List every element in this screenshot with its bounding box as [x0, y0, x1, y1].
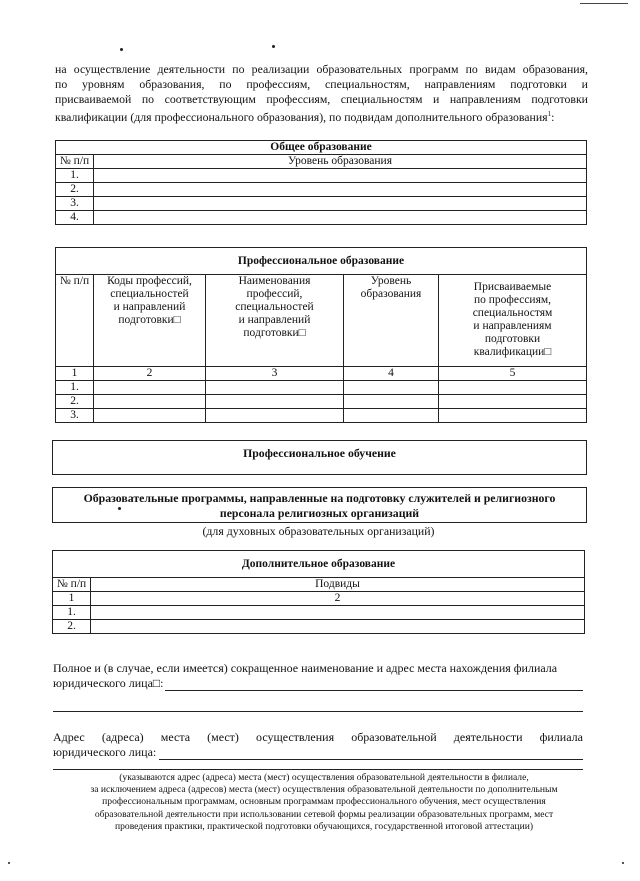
label-word: Адрес	[53, 730, 85, 744]
header-line: специальностей	[110, 288, 189, 300]
address-footnote	[54, 772, 594, 833]
intro-line: квалификации (для профессионального образования), по подвидам дополнительного образования	[55, 109, 548, 124]
names-cell[interactable]	[206, 409, 344, 423]
header-line: и направлений	[113, 301, 186, 313]
branch-name-label-cont: юридического лица□:	[53, 676, 164, 690]
col-subtypes-header: Подвиды	[91, 578, 585, 592]
row-number: 1.	[56, 381, 94, 395]
header-line: профессий,	[246, 288, 303, 300]
level-cell[interactable]	[94, 169, 587, 183]
footnote-line: проведения практики, практической подготовки обучающихся, государственной итоговой аттестации)	[114, 820, 534, 832]
qualification-cell[interactable]	[439, 381, 587, 395]
codes-cell[interactable]	[94, 409, 206, 423]
row-number: 3.	[56, 409, 94, 423]
header-line: квалификации□	[473, 346, 552, 358]
label-word: места	[160, 730, 191, 744]
intro-line: на осуществление деятельности по реализации образовательных программ по видам образования,	[55, 62, 588, 76]
header-line: Коды профессий,	[107, 275, 192, 287]
religious-programs-box	[52, 487, 587, 523]
scan-speck	[120, 48, 123, 51]
label-word: деятельности	[453, 730, 523, 744]
header-line: специальностей	[235, 301, 314, 313]
row-number: 2.	[53, 620, 91, 634]
header-line: Уровень	[370, 275, 412, 287]
scan-speck	[622, 862, 624, 864]
level-cell[interactable]	[94, 183, 587, 197]
professional-education-table	[55, 247, 587, 423]
branch-name-field[interactable]	[165, 690, 583, 691]
header-line: по профессиям,	[473, 294, 552, 306]
level-cell[interactable]	[94, 211, 587, 225]
column-number: 4	[344, 367, 439, 381]
column-number: 1	[53, 592, 91, 606]
header-line: подготовки□	[243, 327, 306, 339]
header-line: подготовки	[484, 333, 541, 345]
level-cell[interactable]	[344, 381, 439, 395]
col-names-header	[206, 275, 344, 367]
names-cell[interactable]	[206, 395, 344, 409]
level-cell[interactable]	[344, 395, 439, 409]
column-number: 5	[439, 367, 587, 381]
branch-name-field-line2[interactable]	[53, 711, 583, 712]
header-line: образования	[360, 288, 422, 300]
additional-education-title: Дополнительное образование	[53, 551, 585, 578]
col-number-header: № п/п	[53, 578, 91, 592]
scan-speck	[8, 862, 10, 864]
col-level-header	[344, 275, 439, 367]
level-cell[interactable]	[344, 409, 439, 423]
additional-education-table	[52, 550, 585, 634]
row-number: 3.	[56, 197, 94, 211]
general-education-title: Общее образование	[56, 141, 587, 155]
col-codes-header	[94, 275, 206, 367]
header-line: Наименования	[238, 275, 311, 287]
subtype-cell[interactable]	[91, 620, 585, 634]
col-level-header: Уровень образования	[94, 155, 587, 169]
intro-last-line	[55, 107, 588, 125]
branch-address-field-line2[interactable]	[53, 769, 583, 770]
row-number: 1.	[56, 169, 94, 183]
qualification-cell[interactable]	[439, 409, 587, 423]
religious-note: (для духовных образовательных организаций)	[202, 524, 435, 538]
header-line: Присваиваемые	[473, 281, 552, 293]
intro-paragraph	[55, 62, 588, 125]
vocational-training-title: Профессиональное обучение	[243, 446, 396, 460]
branch-address-label-cont: юридического лица:	[53, 745, 157, 759]
names-cell[interactable]	[206, 381, 344, 395]
label-word: (мест)	[207, 730, 239, 744]
label-word: образовательной	[351, 730, 437, 744]
column-number: 3	[206, 367, 344, 381]
col-qualification-header	[439, 275, 587, 367]
footnote-line: образовательной деятельности при использовании сетевой формы реализации образовательных программ, мест	[94, 808, 554, 820]
subtype-cell[interactable]	[91, 606, 585, 620]
label-word: филиала	[539, 730, 583, 744]
row-number: 2.	[56, 183, 94, 197]
top-corner-rule	[580, 3, 628, 4]
intro-suffix: :	[551, 109, 555, 124]
row-number: 2.	[56, 395, 94, 409]
footnote-line: за исключением адреса (адресов) места (мест) осуществления образовательной деятельности по дополнительным	[90, 784, 558, 796]
row-number: 4.	[56, 211, 94, 225]
header-line: специальностям	[472, 307, 553, 319]
codes-cell[interactable]	[94, 381, 206, 395]
footnote-mark: 1	[547, 110, 552, 118]
column-number: 1	[56, 367, 94, 381]
level-cell[interactable]	[94, 197, 587, 211]
header-line: и направлений	[238, 314, 311, 326]
branch-name-label: Полное и (в случае, если имеется) сокращенное наименование и адрес места нахождения филиала	[53, 661, 558, 675]
scan-speck	[272, 45, 275, 48]
branch-address-field[interactable]	[159, 759, 583, 760]
professional-education-title: Профессиональное образование	[56, 248, 587, 275]
col-number-header: № п/п	[56, 275, 94, 367]
religious-title-line: персонала религиозных организаций	[219, 506, 420, 520]
header-line: и направлениям	[473, 320, 552, 332]
intro-line: присваиваемой по соответствующим профессиям, специальностям и направлениям подготовки	[55, 92, 588, 106]
column-number: 2	[94, 367, 206, 381]
label-word: (адреса)	[101, 730, 144, 744]
religious-title-line: Образовательные программы, направленные на подготовку служителей и религиозного	[83, 491, 556, 505]
col-number-header: № п/п	[56, 155, 94, 169]
column-number: 2	[91, 592, 585, 606]
footnote-line: (указываются адрес (адреса) места (мест) осуществления образовательной деятельности в филиале,	[119, 772, 529, 783]
label-word: осуществления	[256, 730, 335, 744]
general-education-table	[55, 140, 587, 225]
vocational-training-box	[52, 440, 587, 475]
footnote-line: профессиональным программам, основным программам профессионального обучения, мест осуществления	[102, 796, 546, 808]
branch-address-label	[53, 730, 583, 745]
header-line: подготовки□	[118, 314, 181, 326]
intro-line: по уровням образования, по профессиям, специальностям, направлениям подготовки и	[55, 77, 588, 91]
qualification-cell[interactable]	[439, 395, 587, 409]
codes-cell[interactable]	[94, 395, 206, 409]
row-number: 1.	[53, 606, 91, 620]
